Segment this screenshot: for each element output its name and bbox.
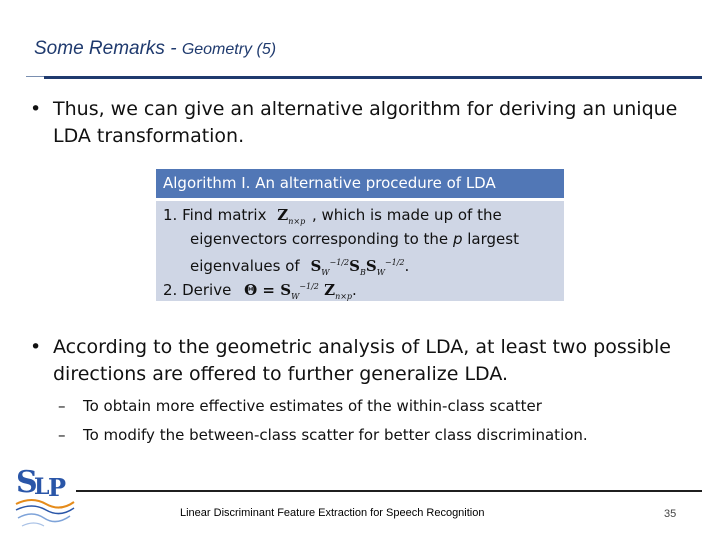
page-number: 35 <box>664 508 677 520</box>
scatter-product-formula: $S_W^{-1/2}S_BS_W^{-1/2}$ <box>310 257 405 277</box>
sub-bullet-1 <box>58 396 698 416</box>
algorithm-header: Algorithm I. An alternative procedure of LDA <box>156 169 564 198</box>
algorithm-step-2: 2. Derive $\Theta = S_W^{-1/2}$ $Z_{n\times p}$. <box>163 281 357 301</box>
footer-rule <box>76 490 702 492</box>
bullet-marker: • <box>30 336 42 358</box>
sub-bullet-text: To obtain more effective estimates of the within-class scatter <box>83 397 542 415</box>
algorithm-step-1-line-3: eigenvalues of $S_W^{-1/2}S_BS_W^{-1/2}$. <box>190 257 410 277</box>
slp-logo-icon <box>12 458 76 532</box>
slide-title <box>34 38 276 60</box>
matrix-z-formula: $Z_{n\times p}$ <box>277 206 306 226</box>
slide-title-sub: Geometry (5) <box>181 41 277 58</box>
logo-letter-l: L <box>34 474 50 500</box>
sub-bullet-2 <box>58 425 698 445</box>
step1-prefix: 1. Find matrix <box>163 206 267 224</box>
algorithm-body <box>156 201 564 301</box>
bullet-text: According to the geometric analysis of LDA, at least two possible directions are offered to further generalize LDA. <box>53 336 671 385</box>
bullet-text: Thus, we can give an alternative algorithm for deriving an unique LDA transformation. <box>53 98 678 147</box>
footer-text: Linear Discriminant Feature Extraction for Speech Recognition <box>180 507 485 519</box>
slp-lab-logo <box>12 458 76 532</box>
theta-formula: $\Theta = S_W^{-1/2}$ $Z_{n\times p}$ <box>244 281 353 301</box>
bullet-1 <box>30 96 700 150</box>
slide-title-main: Some Remarks - <box>34 38 182 59</box>
sub-bullet-text: To modify the between-class scatter for better class discrimination. <box>83 426 588 444</box>
sub-bullet-marker: – <box>58 397 66 415</box>
logo-letter-s: S <box>16 465 38 500</box>
bullet-2 <box>30 334 700 388</box>
step1-suffix: , which is made up of the <box>311 206 502 224</box>
bullet-marker: • <box>30 98 42 120</box>
algorithm-step-1-line-2: eigenvectors corresponding to the p largest <box>190 230 519 248</box>
title-rule <box>44 76 702 79</box>
algorithm-box <box>156 169 564 301</box>
logo-letter-p: P <box>48 473 67 502</box>
sub-bullet-marker: – <box>58 426 66 444</box>
